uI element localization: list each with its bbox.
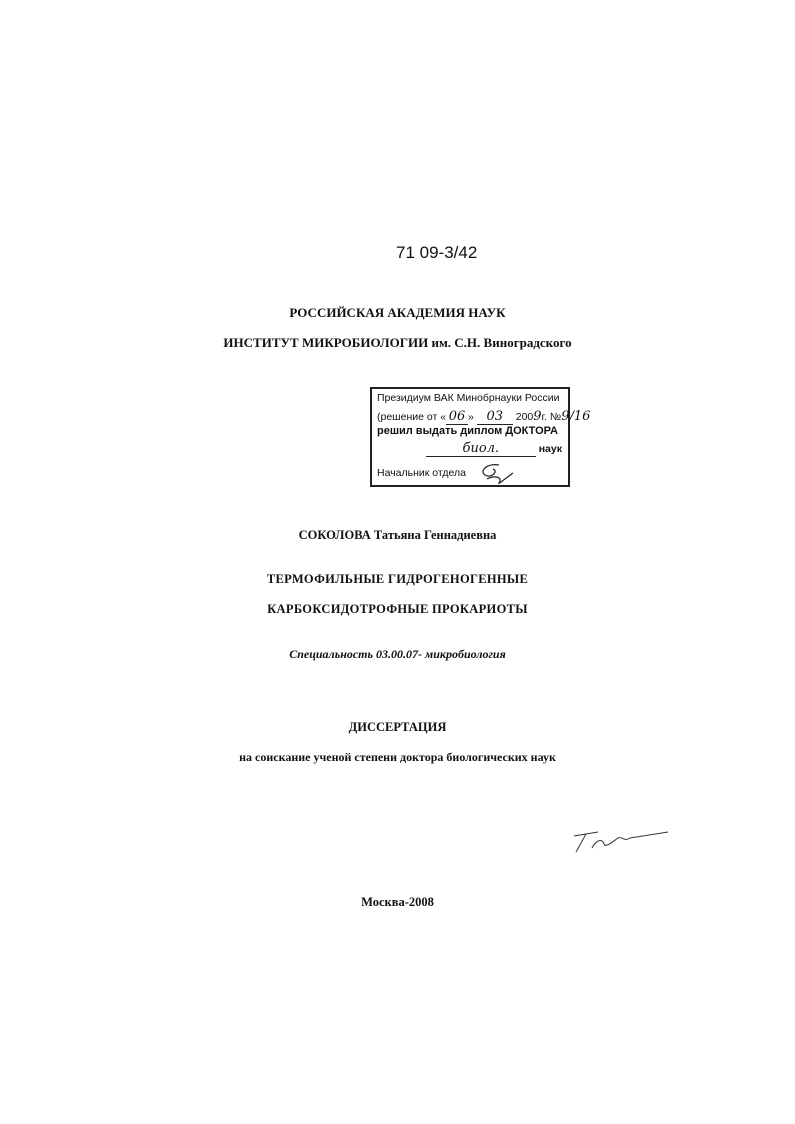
stamp-line-decision: (решение от « 06 » 03 2009г. №9/16 [377, 409, 591, 424]
stamp-science-field: биол. [426, 441, 536, 457]
stamp-month: 03 [477, 409, 513, 425]
specialty: Специальность 03.00.07- микробиология [289, 647, 506, 661]
author-name: СОКОЛОВА Татьяна Геннадиевна [298, 528, 497, 542]
academy-name: РОССИЙСКАЯ АКАДЕМИЯ НАУК [289, 305, 506, 320]
stamp-day: 06 [446, 409, 468, 425]
title-line-2: КАРБОКСИДОТРОФНЫЕ ПРОКАРИОТЫ [267, 602, 528, 616]
document-number: 71 09-3/42 [396, 243, 478, 262]
stamp-line-diploma: решил выдать диплом ДОКТОРА [377, 425, 558, 437]
degree-line: на соискание ученой степени доктора биологических наук [239, 750, 556, 764]
stamp-chief-label: Начальник отдела [377, 466, 466, 479]
stamp-year-prefix: 200 [515, 411, 534, 423]
stamp-decision-prefix: (решение от « [377, 411, 447, 423]
stamp-number-label: г. № [541, 411, 562, 423]
title-line-1: ТЕРМОФИЛЬНЫЕ ГИДРОГЕНОГЕННЫЕ [266, 572, 529, 586]
stamp-number-suffix: /16 [569, 409, 591, 424]
vak-stamp [370, 387, 591, 487]
stamp-number: 9 [561, 409, 570, 424]
stamp-signature-icon [469, 461, 519, 485]
stamp-line-science [426, 441, 562, 457]
document-type: ДИССЕРТАЦИЯ [348, 720, 447, 734]
stamp-year-digit: 9 [533, 409, 542, 424]
institute-name: ИНСТИТУТ МИКРОБИОЛОГИИ им. С.Н. Виноградского [223, 335, 572, 350]
stamp-science-suffix: наук [538, 443, 562, 455]
city-year: Москва-2008 [361, 895, 434, 909]
stamp-line-presidium: Президиум ВАК Минобрнауки России [377, 392, 560, 404]
stamp-line-chief [377, 461, 519, 485]
signature-icon [568, 826, 678, 856]
